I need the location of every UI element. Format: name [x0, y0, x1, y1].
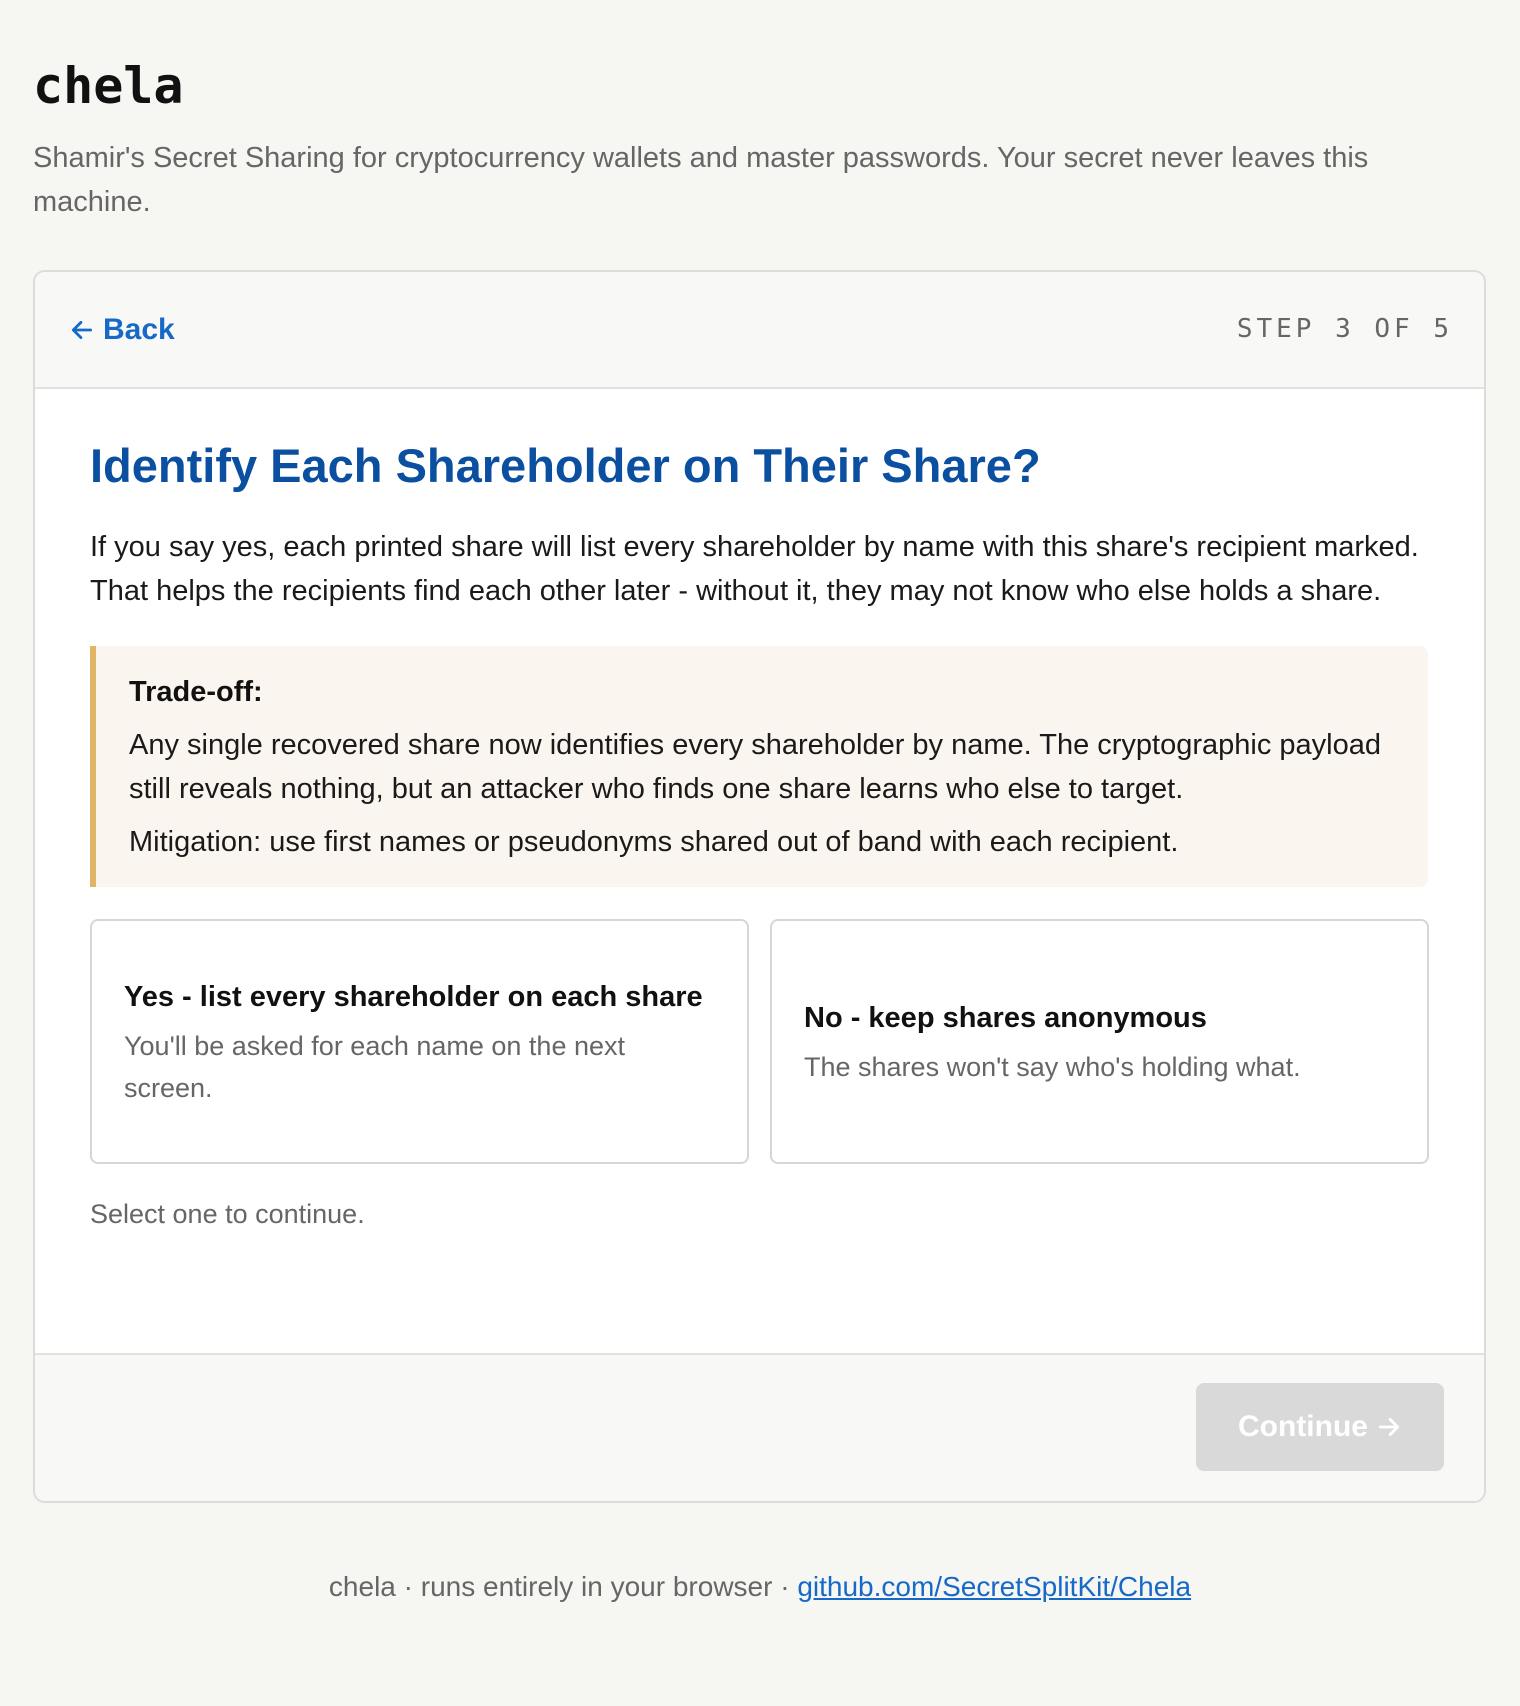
- step-indicator: STEP 3 OF 5: [1236, 314, 1453, 344]
- wizard-header: [35, 272, 1484, 389]
- app-tagline: Shamir's Secret Sharing for cryptocurrency wallets and master passwords. Your secret never leaves this machine.: [33, 142, 1369, 218]
- question-intro: If you say yes, each printed share will list every shareholder by name with this share's recipient marked. That helps the recipients find each other later - without it, they may not know who else holds a share.: [90, 531, 1419, 607]
- footer-text: chela · runs entirely in your browser ·: [328, 1571, 798, 1602]
- option-group: [90, 919, 1429, 1164]
- tradeoff-callout: [90, 646, 1428, 887]
- selection-hint: Select one to continue.: [90, 1199, 365, 1229]
- option-yes-description: You'll be asked for each name on the next screen.: [124, 1030, 626, 1103]
- tradeoff-mitigation: Mitigation: use first names or pseudonyms shared out of band with each recipient.: [129, 826, 1179, 858]
- option-no[interactable]: [770, 919, 1429, 1164]
- wizard-body: [35, 389, 1484, 1361]
- back-label: Back: [103, 313, 175, 346]
- app-header: [33, 52, 1483, 224]
- arrow-right-icon: [1376, 1414, 1402, 1440]
- continue-label: Continue: [1238, 1410, 1368, 1443]
- option-yes-title: Yes - list every shareholder on each share: [124, 980, 703, 1013]
- arrow-left-icon: [69, 317, 95, 343]
- wizard-card: [33, 270, 1486, 1503]
- question-title: Identify Each Shareholder on Their Share?: [90, 439, 1041, 492]
- app-title: chela: [33, 57, 184, 115]
- tradeoff-heading: Trade-off:: [129, 676, 263, 708]
- option-no-title: No - keep shares anonymous: [804, 1001, 1207, 1034]
- option-yes[interactable]: [90, 919, 749, 1164]
- github-link[interactable]: github.com/SecretSplitKit/Chela: [797, 1571, 1192, 1602]
- wizard-footer: [35, 1353, 1484, 1501]
- page-footer: [0, 1567, 1520, 1607]
- option-no-description: The shares won't say who's holding what.: [804, 1051, 1301, 1082]
- tradeoff-text: Any single recovered share now identifies every shareholder by name. The cryptographic payload still reveals nothing, but an attacker who finds one share learns who else to target.: [129, 729, 1381, 805]
- back-link[interactable]: [69, 272, 175, 387]
- continue-button[interactable]: [1196, 1383, 1444, 1471]
